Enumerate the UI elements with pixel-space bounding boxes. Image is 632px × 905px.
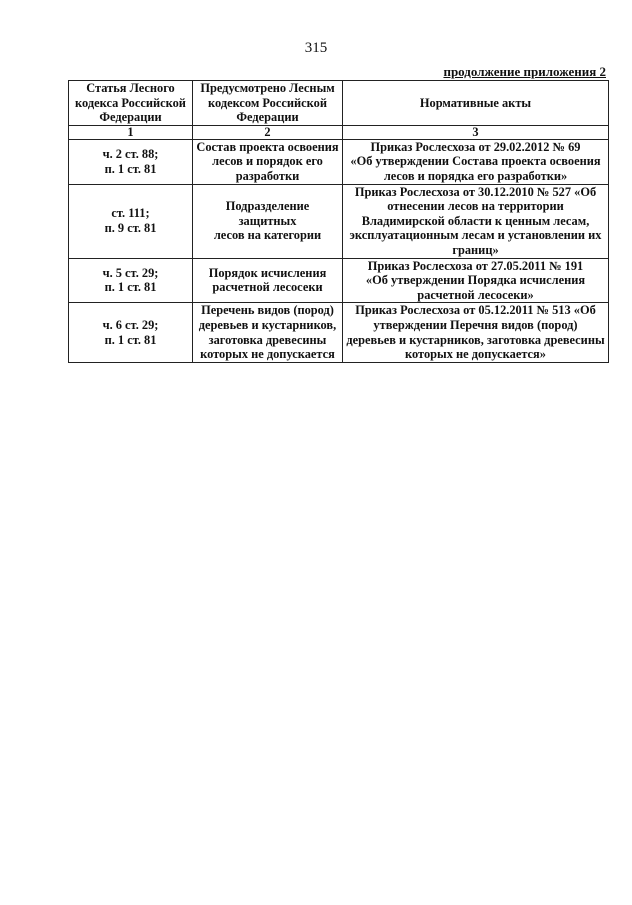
act-cell: Приказ Рослесхоза от 27.05.2011 № 191 «Об утверждении Порядка исчисления расчетной лесосеки» — [343, 258, 609, 303]
header-acts: Нормативные акты — [343, 81, 609, 126]
header-article: Статья Лесного кодекса Российской Федерации — [69, 81, 193, 126]
column-number-row — [69, 125, 609, 139]
table-row — [69, 184, 609, 258]
normative-acts-table — [68, 80, 609, 363]
article-cell: ч. 6 ст. 29; п. 1 ст. 81 — [69, 303, 193, 362]
act-cell: Приказ Рослесхоза от 05.12.2011 № 513 «Об утверждении Перечня видов (пород) деревьев и кустарников, заготовка древесины которых не допускается» — [343, 303, 609, 362]
act-cell: Приказ Рослесхоза от 29.02.2012 № 69 «Об утверждении Состава проекта освоения лесов и порядка его разработки» — [343, 139, 609, 184]
table-row — [69, 258, 609, 303]
column-number: 1 — [69, 125, 193, 139]
page-number: 315 — [304, 40, 328, 56]
provision-cell: Состав проекта освоения лесов и порядок его разработки — [193, 139, 343, 184]
table-row — [69, 303, 609, 362]
provision-cell: Подразделение защитных лесов на категории — [193, 184, 343, 258]
article-cell: ч. 2 ст. 88; п. 1 ст. 81 — [69, 139, 193, 184]
column-number: 3 — [343, 125, 609, 139]
act-cell: Приказ Рослесхоза от 30.12.2010 № 527 «Об отнесении лесов на территории Владимирской области к ценным лесам, эксплуатационным лесам и установлении их границ» — [343, 184, 609, 258]
article-cell: ст. 111; п. 9 ст. 81 — [69, 184, 193, 258]
provision-cell: Порядок исчисления расчетной лесосеки — [193, 258, 343, 303]
provision-cell: Перечень видов (пород) деревьев и кустарников, заготовка древесины которых не допускается — [193, 303, 343, 362]
header-provision: Предусмотрено Лесным кодексом Российской Федерации — [193, 81, 343, 126]
continuation-label: продолжение приложения 2 — [443, 64, 606, 79]
table-row — [69, 139, 609, 184]
article-cell: ч. 5 ст. 29; п. 1 ст. 81 — [69, 258, 193, 303]
table-header-row — [69, 81, 609, 126]
column-number: 2 — [193, 125, 343, 139]
